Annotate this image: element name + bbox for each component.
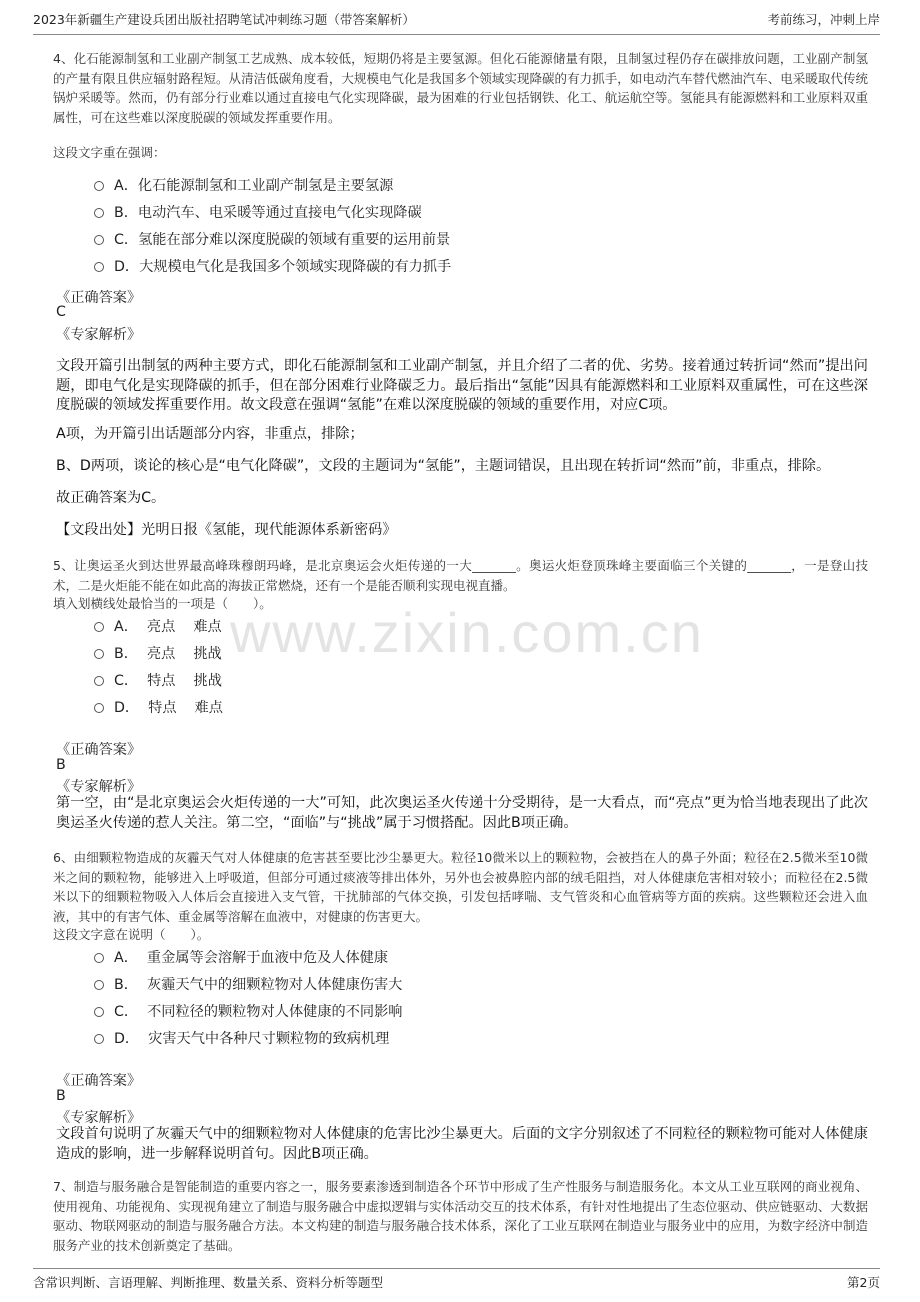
q5-option-b[interactable] — [94, 643, 222, 663]
q4-option-a[interactable] — [94, 175, 393, 195]
q4-analysis-4: 故正确答案为C。 — [56, 490, 166, 506]
q5-passage: 5、让奥运圣火到达世界最高峰珠穆朗玛峰，是北京奥运会火炬传递的一大_______。奥运火炬登顶珠峰主要面临三个关键的_______，一是登山技术，二是火炬能不能在如此高的海拔正常燃烧，还有一个是能否顺利实现电视直播。 — [53, 558, 868, 593]
q5-analysis: 第一空，由“是北京奥运会火炬传递的一大”可知，此次奥运圣火传递十分受期待，是一大看点，而“亮点”更为恰当地表现出了此次奥运圣火传递的惹人关注。第二空，“面临”与“挑战”属于习惯搭配。因此B项正确。 — [56, 795, 868, 831]
q4-option-a-label: A．化石能源制氢和工业副产制氢是主要氢源 — [114, 178, 394, 194]
q6-analysis: 文段首句说明了灰霾天气中的细颗粒物对人体健康的危害比沙尘暴更大。后面的文字分别叙述了不同粒径的颗粒物可能对人体健康造成的影响，进一步解释说明首句。因此B项正确。 — [56, 1126, 868, 1162]
q4-source: 【文段出处】光明日报《氢能，现代能源体系新密码》 — [56, 522, 397, 538]
radio-icon[interactable] — [94, 262, 104, 272]
page-number: 第2页 — [847, 1275, 880, 1290]
q4-stem: 这段文字重在强调： — [53, 145, 166, 160]
q5-analysis-label: 《专家解析》 — [56, 779, 142, 795]
q5-option-c-label: C． 特点 挑战 — [114, 673, 222, 689]
q4-analysis-1: 文段开篇引出制氢的两种主要方式，即化石能源制氢和工业副产制氢，并且介绍了二者的优、劣势。接着通过转折词“然而”提出问题，即电气化是实现降碳的抓手，但在部分困难行业降碳乏力。最后指出“氢能”因具有能源燃料和工业原料双重属性，可在这些深度脱碳的领域发挥重要作用。故文段意在强调“氢能”在难以深度脱碳的领域的重要作用，对应C项。 — [56, 358, 868, 413]
q6-option-c[interactable] — [94, 1001, 403, 1021]
q4-option-c-label: C．氢能在部分难以深度脱碳的领域有重要的运用前景 — [114, 232, 451, 248]
q4-option-d[interactable] — [94, 256, 451, 276]
radio-icon[interactable] — [94, 181, 104, 191]
q6-option-b[interactable] — [94, 974, 402, 994]
q5-option-d-label: D． 特点 难点 — [114, 700, 223, 716]
radio-icon[interactable] — [94, 208, 104, 218]
radio-icon[interactable] — [94, 953, 104, 963]
q6-answer-label: 《正确答案》 — [56, 1073, 142, 1089]
q6-passage: 6、由细颗粒物造成的灰霾天气对人体健康的危害甚至要比沙尘暴更大。粒径10微米以上的颗粒物，会被挡在人的鼻子外面；粒径在2.5微米至10微米之间的颗粒物，能够进入上呼吸道，但部分可通过痰液等排出体外，另外也会被鼻腔内部的绒毛阻挡，对人体健康危害相对较小；而粒径在2.5微米以下的细颗粒物吸入人体后会直接进入支气管，干扰肺部的气体交换，引发包括哮喘、支气管炎和心血管病等方面的疾病。这些颗粒还会进入血液，其中的有害气体、重金属等溶解在血液中，对健康的伤害更大。 — [53, 850, 868, 924]
radio-icon[interactable] — [94, 649, 104, 659]
page-header — [33, 10, 880, 35]
q6-option-b-label: B． 灰霾天气中的细颗粒物对人体健康伤害大 — [114, 977, 403, 993]
q4-analysis-2: A项，为开篇引出话题部分内容，非重点，排除； — [56, 426, 364, 442]
q5-option-d[interactable] — [94, 697, 223, 717]
q4-option-b[interactable] — [94, 202, 422, 222]
q5-option-b-label: B． 亮点 挑战 — [114, 646, 222, 662]
radio-icon[interactable] — [94, 980, 104, 990]
q5-answer: B — [56, 757, 66, 773]
q6-option-a-label: A． 重金属等会溶解于血液中危及人体健康 — [114, 950, 389, 966]
radio-icon[interactable] — [94, 622, 104, 632]
q6-option-d[interactable] — [94, 1028, 389, 1048]
radio-icon[interactable] — [94, 703, 104, 713]
radio-icon[interactable] — [94, 676, 104, 686]
q4-passage: 4、化石能源制氢和工业副产制氢工艺成熟、成本较低，短期仍将是主要氢源。但化石能源储量有限，且制氢过程仍存在碳排放问题，工业副产制氢的产量有限且供应辐射路程短。从清洁低碳角度看，大规模电气化是我国多个领域实现降碳的有力抓手，如电动汽车替代燃油汽车、电采暖取代传统锅炉采暖等。然而，仍有部分行业难以通过直接电气化实现降碳，最为困难的行业包括钢铁、化工、航运航空等。氢能具有能源燃料和工业原料双重属性，可在这些难以深度脱碳的领域发挥重要作用。 — [53, 51, 868, 125]
radio-icon[interactable] — [94, 1034, 104, 1044]
q4-option-d-label: D．大规模电气化是我国多个领域实现降碳的有力抓手 — [114, 259, 452, 275]
header-title: 2023年新疆生产建设兵团出版社招聘笔试冲刺练习题（带答案解析） — [33, 12, 415, 27]
radio-icon[interactable] — [94, 1007, 104, 1017]
q6-option-a[interactable] — [94, 947, 388, 967]
q4-analysis-label: 《专家解析》 — [56, 327, 142, 343]
q4-option-c[interactable] — [94, 229, 450, 249]
radio-icon[interactable] — [94, 235, 104, 245]
header-slogan: 考前练习，冲刺上岸 — [767, 12, 880, 27]
q5-option-a[interactable] — [94, 616, 222, 636]
q6-option-d-label: D． 灾害天气中各种尺寸颗粒物的致病机理 — [114, 1031, 390, 1047]
q4-answer: C — [56, 304, 66, 320]
q5-stem: 填入划横线处最恰当的一项是（ ）。 — [53, 596, 272, 611]
q4-analysis-3: B、D两项，谈论的核心是“电气化降碳”，文段的主题词为“氢能”，主题词错误，且出现在转折词“然而”前，非重点，排除。 — [56, 458, 831, 474]
q4-answer-label: 《正确答案》 — [56, 290, 142, 306]
q6-stem: 这段文字意在说明（ ）。 — [53, 927, 210, 942]
footer-topics: 含常识判断、言语理解、判断推理、数量关系、资料分析等题型 — [33, 1275, 384, 1290]
q6-option-c-label: C． 不同粒径的颗粒物对人体健康的不同影响 — [114, 1004, 403, 1020]
q6-analysis-label: 《专家解析》 — [56, 1110, 142, 1126]
watermark: www.zixin.com.cn — [230, 601, 704, 664]
q6-answer: B — [56, 1088, 66, 1104]
q5-option-a-label: A． 亮点 难点 — [114, 619, 222, 635]
q4-option-b-label: B．电动汽车、电采暖等通过直接电气化实现降碳 — [114, 205, 422, 221]
q5-answer-label: 《正确答案》 — [56, 742, 142, 758]
q7-passage: 7、制造与服务融合是智能制造的重要内容之一，服务要素渗透到制造各个环节中形成了生产性服务与制造服务化。本文从工业互联网的商业视角、使用视角、功能视角、实现视角建立了制造与服务融合中虚拟逻辑与实体活动交互的技术体系，有针对性地提出了生态位驱动、供应链驱动、大数据驱动、物联网驱动的制造与服务融合方法。本文构建的制造与服务融合技术体系，深化了工业互联网在制造业与服务业中的应用，为数字经济中制造服务产业的技术创新奠定了基础。 — [53, 1179, 868, 1253]
q5-option-c[interactable] — [94, 670, 222, 690]
page-footer — [33, 1268, 880, 1294]
